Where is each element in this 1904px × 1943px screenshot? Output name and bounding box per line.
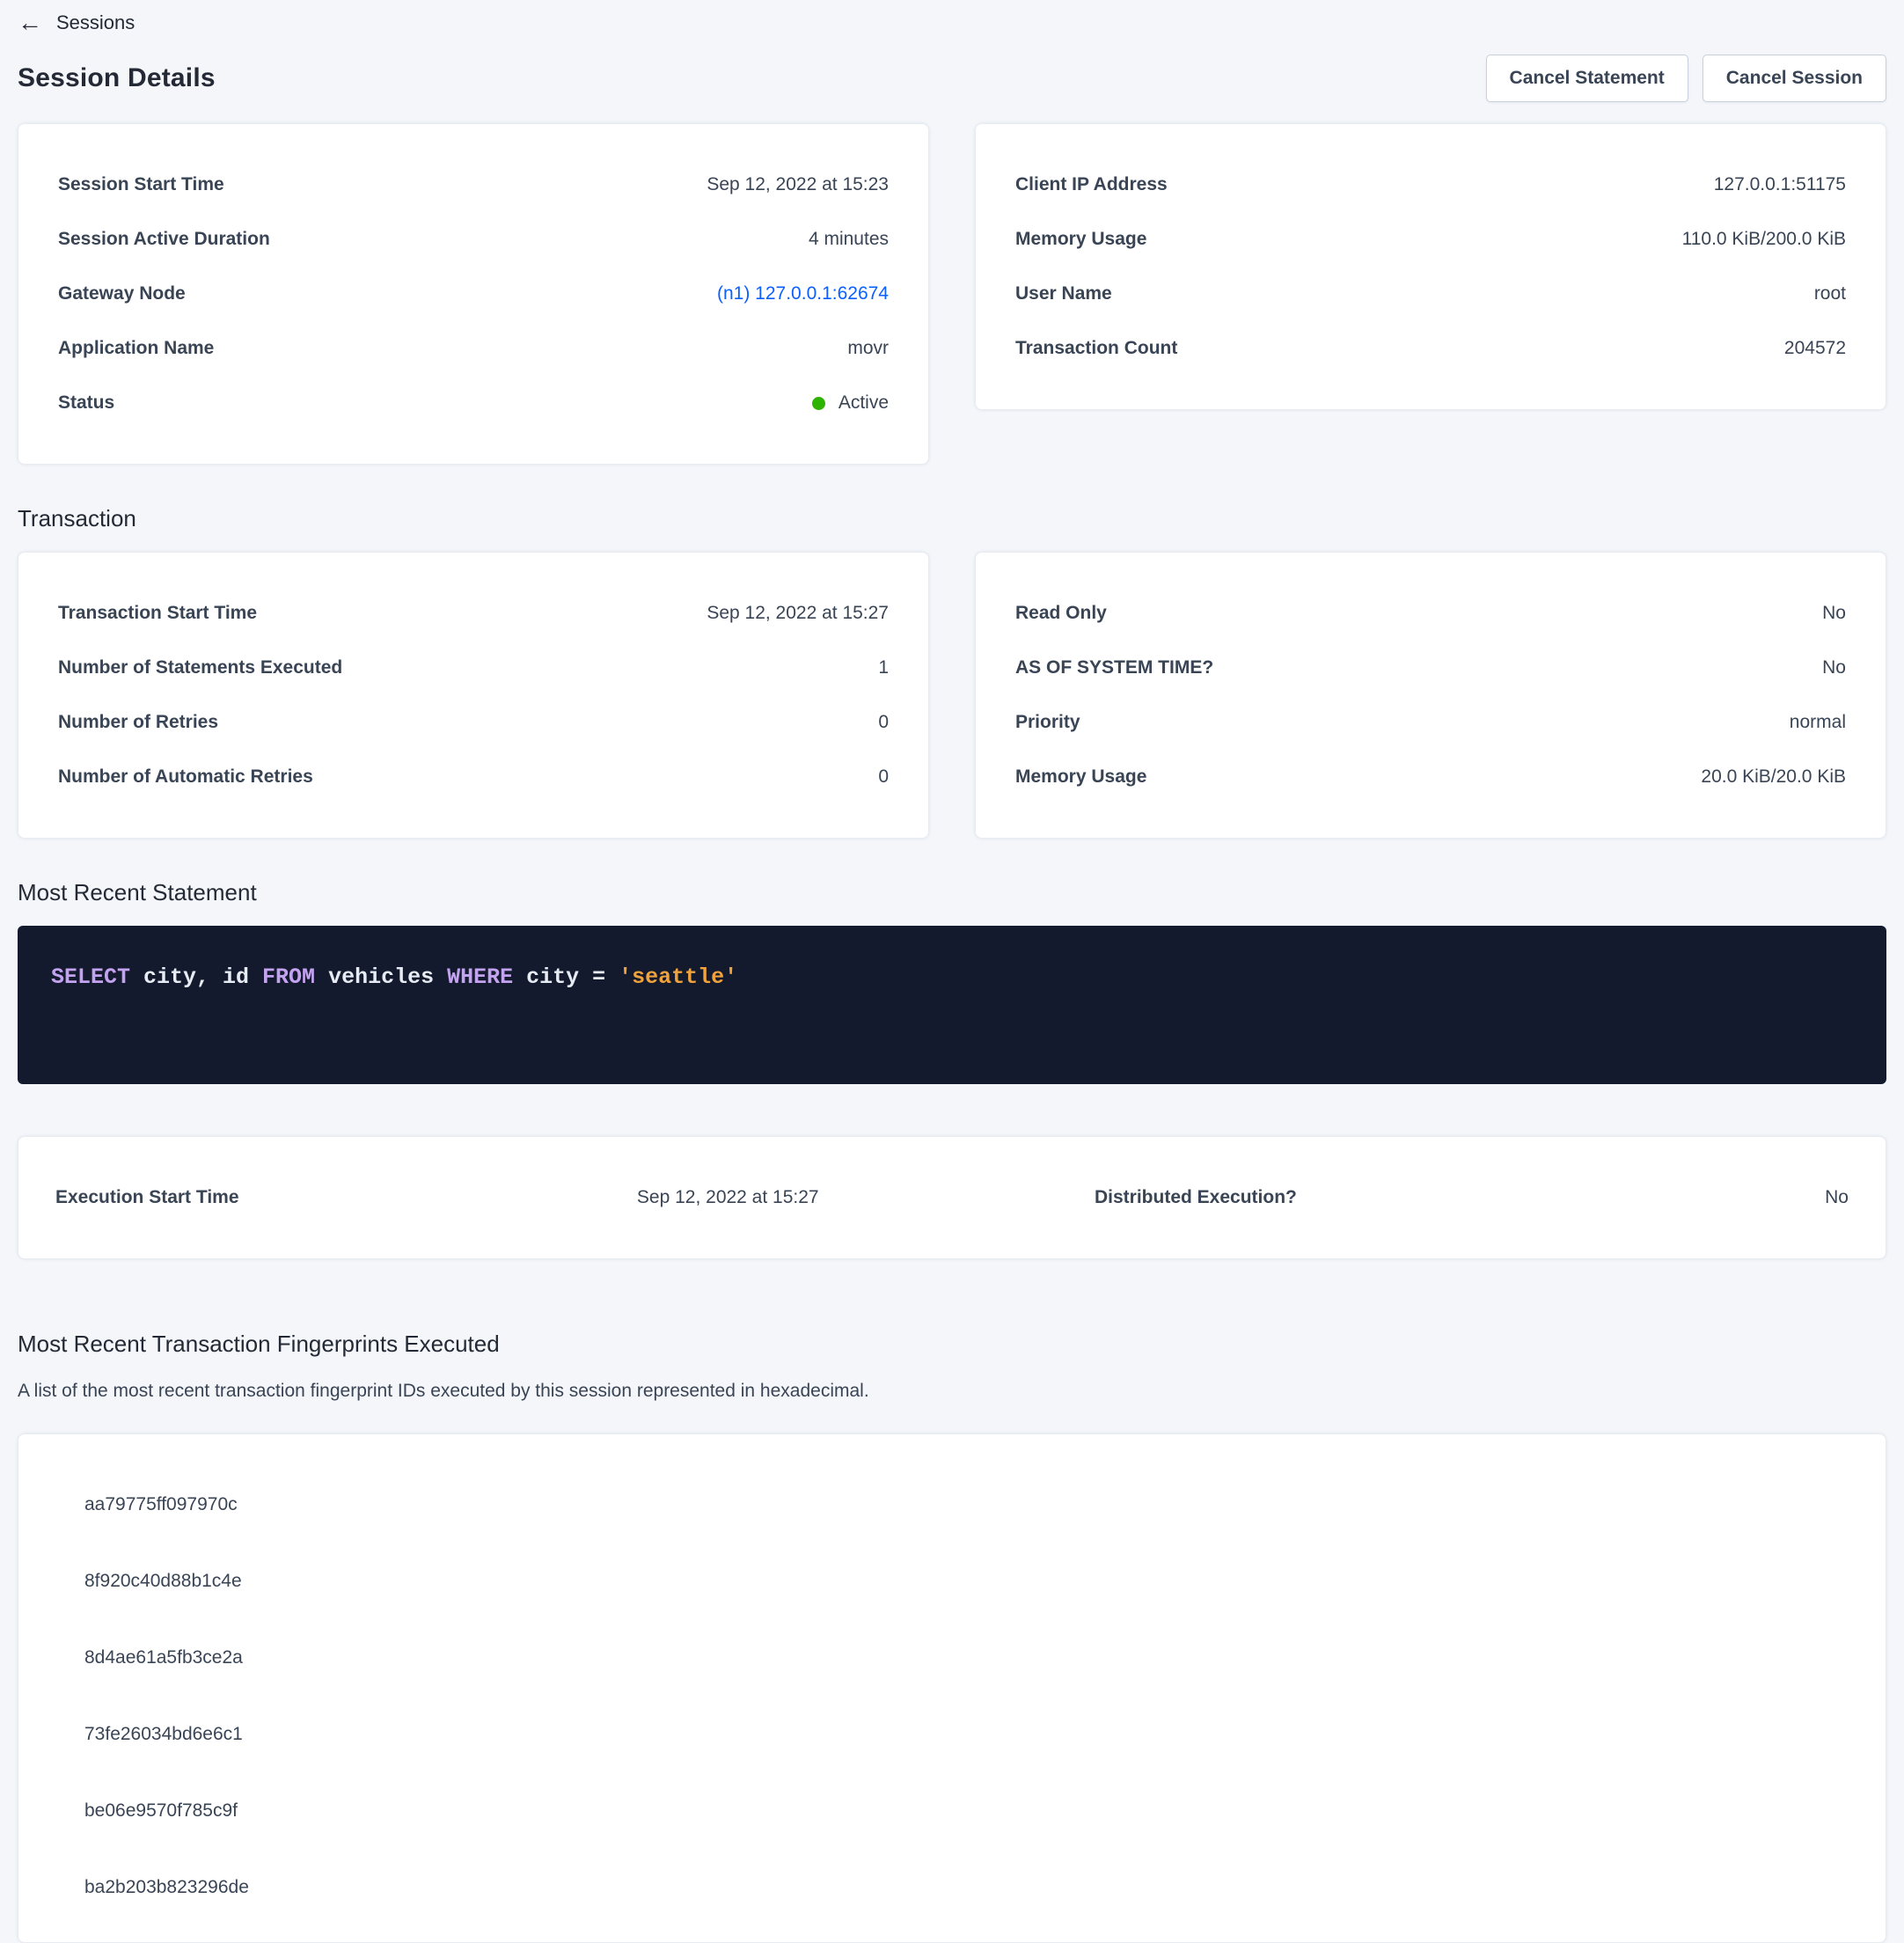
- execution-start-time-label: Execution Start Time: [55, 1187, 239, 1207]
- transaction-card-left: [18, 552, 929, 839]
- row-label: Number of Statements Executed: [58, 657, 343, 678]
- page-title: Session Details: [18, 63, 216, 92]
- fingerprint-id: 8f920c40d88b1c4e: [84, 1571, 242, 1591]
- sql-statement-box: [18, 926, 1886, 1084]
- automatic-retries-value: 0: [878, 766, 889, 787]
- summary-row: [58, 336, 889, 361]
- row-label: Priority: [1015, 712, 1080, 732]
- row-label: AS OF SYSTEM TIME?: [1015, 657, 1214, 678]
- sql-statement: [51, 964, 737, 990]
- summary-row: [1015, 227, 1846, 252]
- distributed-execution-label: Distributed Execution?: [1095, 1187, 1297, 1207]
- summary-row: [1015, 601, 1846, 626]
- transaction-section: [18, 552, 1886, 839]
- fingerprint-id: 73fe26034bd6e6c1: [84, 1724, 243, 1744]
- row-label: Client IP Address: [1015, 174, 1168, 194]
- application-name-value: movr: [847, 338, 889, 358]
- sql-token: vehicles: [315, 964, 448, 990]
- sql-token: city =: [513, 964, 619, 990]
- row-label: Number of Retries: [58, 712, 219, 732]
- priority-value: normal: [1789, 712, 1846, 732]
- sql-token: 'seattle': [619, 964, 738, 990]
- cancel-session-button[interactable]: Cancel Session: [1703, 55, 1886, 102]
- transaction-section-heading: Transaction: [18, 505, 136, 532]
- execution-row: [55, 1187, 1849, 1208]
- header-actions: [1486, 55, 1886, 102]
- transaction-start-time-value: Sep 12, 2022 at 15:27: [707, 603, 889, 623]
- fingerprints-description: A list of the most recent transaction fingerprint IDs executed by this session represented in hexadecimal.: [18, 1381, 869, 1401]
- transaction-memory-usage-value: 20.0 KiB/20.0 KiB: [1701, 766, 1846, 787]
- transaction-count-value: 204572: [1783, 338, 1846, 358]
- summary-row: [58, 227, 889, 252]
- row-label: Number of Automatic Retries: [58, 766, 313, 787]
- summary-row: [58, 656, 889, 680]
- sql-token: city, id: [130, 964, 263, 990]
- summary-row: [1015, 172, 1846, 197]
- cancel-statement-button[interactable]: Cancel Statement: [1486, 55, 1688, 102]
- fingerprint-id: 8d4ae61a5fb3ce2a: [84, 1647, 243, 1668]
- distributed-execution-value: No: [1825, 1187, 1849, 1207]
- row-label: Session Active Duration: [58, 229, 270, 249]
- row-label: Read Only: [1015, 603, 1107, 623]
- transaction-card-right: [975, 552, 1886, 839]
- row-label: User Name: [1015, 283, 1112, 304]
- summary-row: [58, 282, 889, 306]
- row-label: Transaction Count: [1015, 338, 1178, 358]
- statements-executed-value: 1: [878, 657, 889, 678]
- session-summary-section: [18, 123, 1886, 465]
- execution-card: [18, 1136, 1886, 1259]
- summary-row: [1015, 336, 1846, 361]
- summary-row: [58, 765, 889, 789]
- breadcrumb[interactable]: [18, 0, 135, 35]
- row-label: Memory Usage: [1015, 229, 1147, 249]
- session-summary-card-left: [18, 123, 929, 465]
- session-summary-card-right: [975, 123, 1886, 410]
- fingerprint-id: be06e9570f785c9f: [84, 1800, 238, 1821]
- fingerprint-id: ba2b203b823296de: [84, 1877, 249, 1897]
- read-only-value: No: [1822, 603, 1846, 623]
- row-label: Status: [58, 392, 115, 413]
- back-arrow-icon: ←: [18, 9, 42, 36]
- fingerprints-section-heading: Most Recent Transaction Fingerprints Executed: [18, 1331, 500, 1357]
- summary-row: [1015, 710, 1846, 735]
- session-memory-usage-value: 110.0 KiB/200.0 KiB: [1681, 229, 1846, 249]
- summary-row: [58, 172, 889, 197]
- summary-row: [58, 391, 889, 415]
- row-label: Gateway Node: [58, 283, 186, 304]
- client-ip-value: 127.0.0.1:51175: [1713, 174, 1846, 194]
- as-of-system-time-value: No: [1822, 657, 1846, 678]
- fingerprints-card: [18, 1433, 1886, 1943]
- row-label: Transaction Start Time: [58, 603, 258, 623]
- row-label: Session Start Time: [58, 174, 224, 194]
- session-active-duration-value: 4 minutes: [808, 229, 889, 249]
- summary-row: [1015, 656, 1846, 680]
- status-active-dot: [812, 397, 825, 410]
- statement-section-heading: Most Recent Statement: [18, 879, 257, 906]
- summary-row: [58, 601, 889, 626]
- gateway-node-link[interactable]: (n1) 127.0.0.1:62674: [717, 283, 889, 304]
- sql-token: WHERE: [447, 964, 514, 990]
- page-header: [18, 55, 1886, 102]
- execution-start-time-value: Sep 12, 2022 at 15:27: [636, 1187, 819, 1207]
- summary-row: [1015, 282, 1846, 306]
- sql-token: FROM: [262, 964, 316, 990]
- sql-token: SELECT: [51, 964, 131, 990]
- session-status-value: Active: [812, 391, 889, 415]
- user-name-value: root: [1813, 283, 1846, 304]
- session-start-time-value: Sep 12, 2022 at 15:23: [707, 174, 889, 194]
- row-label: Application Name: [58, 338, 215, 358]
- summary-row: [1015, 765, 1846, 789]
- breadcrumb-sessions-link[interactable]: Sessions: [56, 11, 135, 33]
- retries-value: 0: [878, 712, 889, 732]
- row-label: Memory Usage: [1015, 766, 1147, 787]
- fingerprint-id: aa79775ff097970c: [84, 1494, 238, 1514]
- summary-row: [58, 710, 889, 735]
